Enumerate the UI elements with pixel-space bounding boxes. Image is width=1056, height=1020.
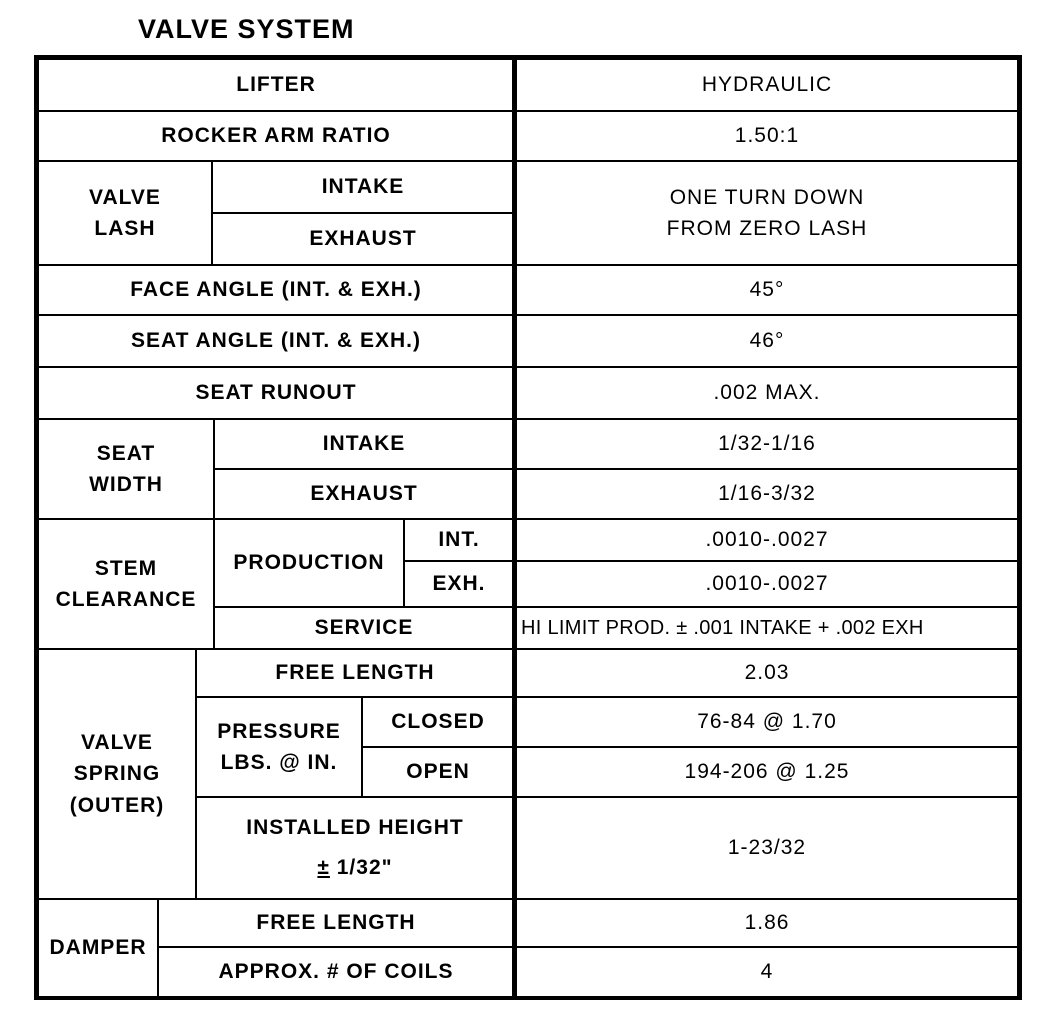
seat-width-exhaust-value: 1/16-3/32 — [516, 469, 1018, 519]
stem-clearance-group-line2: CLEARANCE — [55, 588, 197, 611]
damper-free-length-value: 1.86 — [516, 899, 1018, 947]
rocker-arm-ratio-label: ROCKER ARM RATIO — [38, 111, 514, 161]
seat-width-intake-value: 1/32-1/16 — [516, 419, 1018, 469]
seat-angle-label: SEAT ANGLE (INT. & EXH.) — [38, 315, 514, 367]
face-angle-value: 45° — [516, 265, 1018, 315]
lifter-value: HYDRAULIC — [516, 59, 1018, 111]
valve-lash-value-line2: FROM ZERO LASH — [666, 217, 868, 240]
installed-height-value: 1-23/32 — [516, 797, 1018, 899]
valve-lash-intake-label: INTAKE — [212, 161, 514, 213]
valve-spring-group-line2: SPRING — [73, 762, 161, 786]
installed-height-label-line1: INSTALLED HEIGHT — [246, 816, 464, 840]
seat-width-exhaust-label: EXHAUST — [214, 469, 514, 519]
pressure-label — [196, 697, 362, 797]
rocker-arm-ratio-value: 1.50:1 — [516, 111, 1018, 161]
spring-free-length-label: FREE LENGTH — [196, 649, 514, 697]
seat-width-group — [38, 419, 214, 519]
seat-width-intake-label: INTAKE — [214, 419, 514, 469]
production-label: PRODUCTION — [214, 519, 404, 607]
installed-height-tolerance-value: 1/32" — [329, 856, 393, 879]
valve-lash-value-line1: ONE TURN DOWN — [669, 185, 865, 209]
damper-group: DAMPER — [38, 899, 158, 997]
seat-width-group-line2: WIDTH — [89, 473, 163, 496]
pressure-label-line1: PRESSURE — [217, 719, 341, 743]
pressure-label-line2: LBS. @ IN. — [220, 751, 338, 774]
lifter-label: LIFTER — [38, 59, 514, 111]
seat-runout-label: SEAT RUNOUT — [38, 367, 514, 419]
installed-height-tolerance — [317, 848, 392, 888]
production-int-value: .0010-.0027 — [516, 519, 1018, 561]
seat-runout-value: .002 MAX. — [516, 367, 1018, 419]
valve-lash-group-line2: LASH — [94, 217, 156, 240]
pressure-open-label: OPEN — [362, 747, 514, 797]
page-title: VALVE SYSTEM — [138, 14, 355, 44]
valve-spring-group-line3: (OUTER) — [69, 793, 165, 817]
service-label: SERVICE — [214, 607, 514, 649]
valve-lash-group-line1: VALVE — [89, 185, 161, 209]
production-int-label: INT. — [404, 519, 514, 561]
valve-lash-value — [516, 161, 1018, 265]
valve-spring-group — [38, 649, 196, 899]
damper-free-length-label: FREE LENGTH — [158, 899, 514, 947]
stem-clearance-group-line1: STEM — [94, 556, 158, 580]
production-exh-label: EXH. — [404, 561, 514, 607]
service-value: HI LIMIT PROD. ± .001 INTAKE + .002 EXH — [516, 607, 1018, 649]
damper-coils-label: APPROX. # OF COILS — [158, 947, 514, 997]
valve-lash-exhaust-label: EXHAUST — [212, 213, 514, 265]
valve-spring-group-line1: VALVE — [81, 730, 153, 754]
pressure-closed-value: 76-84 @ 1.70 — [516, 697, 1018, 747]
seat-angle-value: 46° — [516, 315, 1018, 367]
pressure-closed-label: CLOSED — [362, 697, 514, 747]
seat-width-group-line1: SEAT — [96, 441, 156, 465]
installed-height-label — [196, 797, 514, 899]
face-angle-label: FACE ANGLE (INT. & EXH.) — [38, 265, 514, 315]
valve-lash-group — [38, 161, 212, 265]
valve-system-table — [34, 55, 1022, 1000]
spring-free-length-value: 2.03 — [516, 649, 1018, 697]
damper-coils-value: 4 — [516, 947, 1018, 997]
stem-clearance-group — [38, 519, 214, 649]
plus-minus-sign: ± — [317, 856, 330, 879]
pressure-open-value: 194-206 @ 1.25 — [516, 747, 1018, 797]
production-exh-value: .0010-.0027 — [516, 561, 1018, 607]
